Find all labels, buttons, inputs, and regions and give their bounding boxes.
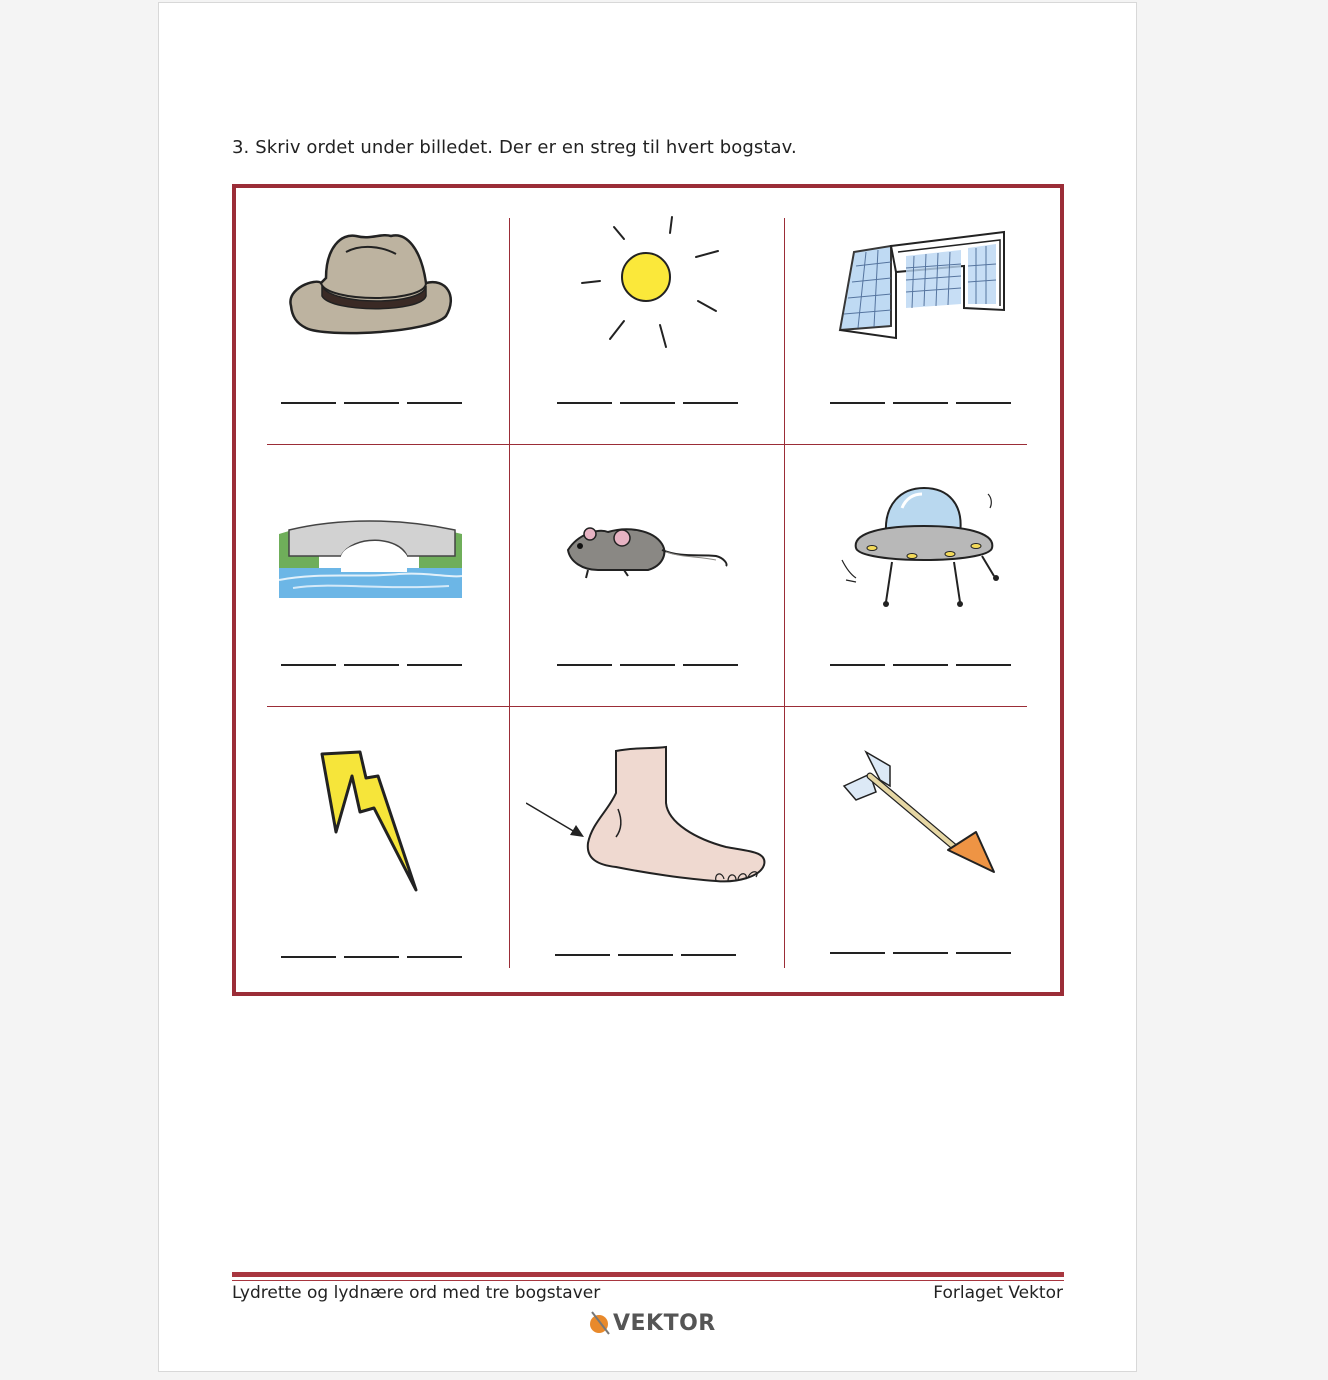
instruction-text: 3. Skriv ordet under billedet. Der er en streg til hvert bogstav. — [232, 137, 797, 158]
footer-rule — [232, 1272, 1064, 1277]
letter-blank[interactable] — [956, 664, 1011, 666]
lightning-icon — [316, 748, 426, 893]
goal-icon — [836, 226, 1011, 341]
picture-grid-frame — [232, 184, 1064, 996]
letter-blank[interactable] — [618, 954, 673, 956]
letter-blank[interactable] — [344, 664, 399, 666]
foot-heel-icon — [526, 743, 771, 893]
letter-blank[interactable] — [620, 402, 675, 404]
mouse-icon — [558, 520, 733, 582]
ufo-icon — [836, 484, 1006, 614]
letter-blank[interactable] — [557, 664, 612, 666]
letter-blank[interactable] — [281, 664, 336, 666]
letter-blank[interactable] — [281, 402, 336, 404]
logo-text: VEKTOR — [613, 1310, 716, 1336]
footer-title: Lydrette og lydnære ord med tre bogstaver — [232, 1283, 601, 1303]
vektor-logo — [589, 1306, 716, 1340]
letter-blank[interactable] — [893, 402, 948, 404]
footer-rule-thin — [232, 1280, 1064, 1281]
letter-blank[interactable] — [344, 402, 399, 404]
letter-blank[interactable] — [683, 402, 738, 404]
bridge-icon — [279, 520, 462, 598]
letter-blank[interactable] — [557, 402, 612, 404]
letter-blank[interactable] — [830, 664, 885, 666]
sun-icon — [574, 213, 724, 353]
letter-blank[interactable] — [407, 664, 462, 666]
letter-blank[interactable] — [281, 956, 336, 958]
letter-blank[interactable] — [956, 402, 1011, 404]
grid-divider-horizontal — [267, 706, 1027, 707]
vektor-logo-icon — [589, 1310, 611, 1336]
letter-blank[interactable] — [407, 402, 462, 404]
letter-blank[interactable] — [893, 952, 948, 954]
letter-blank[interactable] — [956, 952, 1011, 954]
hat-icon — [286, 228, 456, 336]
letter-blank[interactable] — [830, 402, 885, 404]
worksheet-page — [158, 2, 1137, 1372]
grid-divider-vertical — [784, 218, 785, 968]
letter-blank[interactable] — [555, 954, 610, 956]
grid-divider-horizontal — [267, 444, 1027, 445]
letter-blank[interactable] — [407, 956, 462, 958]
letter-blank[interactable] — [681, 954, 736, 956]
footer-publisher: Forlaget Vektor — [933, 1283, 1063, 1303]
letter-blank[interactable] — [893, 664, 948, 666]
letter-blank[interactable] — [683, 664, 738, 666]
grid-divider-vertical — [509, 218, 510, 968]
arrow-icon — [840, 746, 1000, 878]
letter-blank[interactable] — [830, 952, 885, 954]
letter-blank[interactable] — [344, 956, 399, 958]
letter-blank[interactable] — [620, 664, 675, 666]
